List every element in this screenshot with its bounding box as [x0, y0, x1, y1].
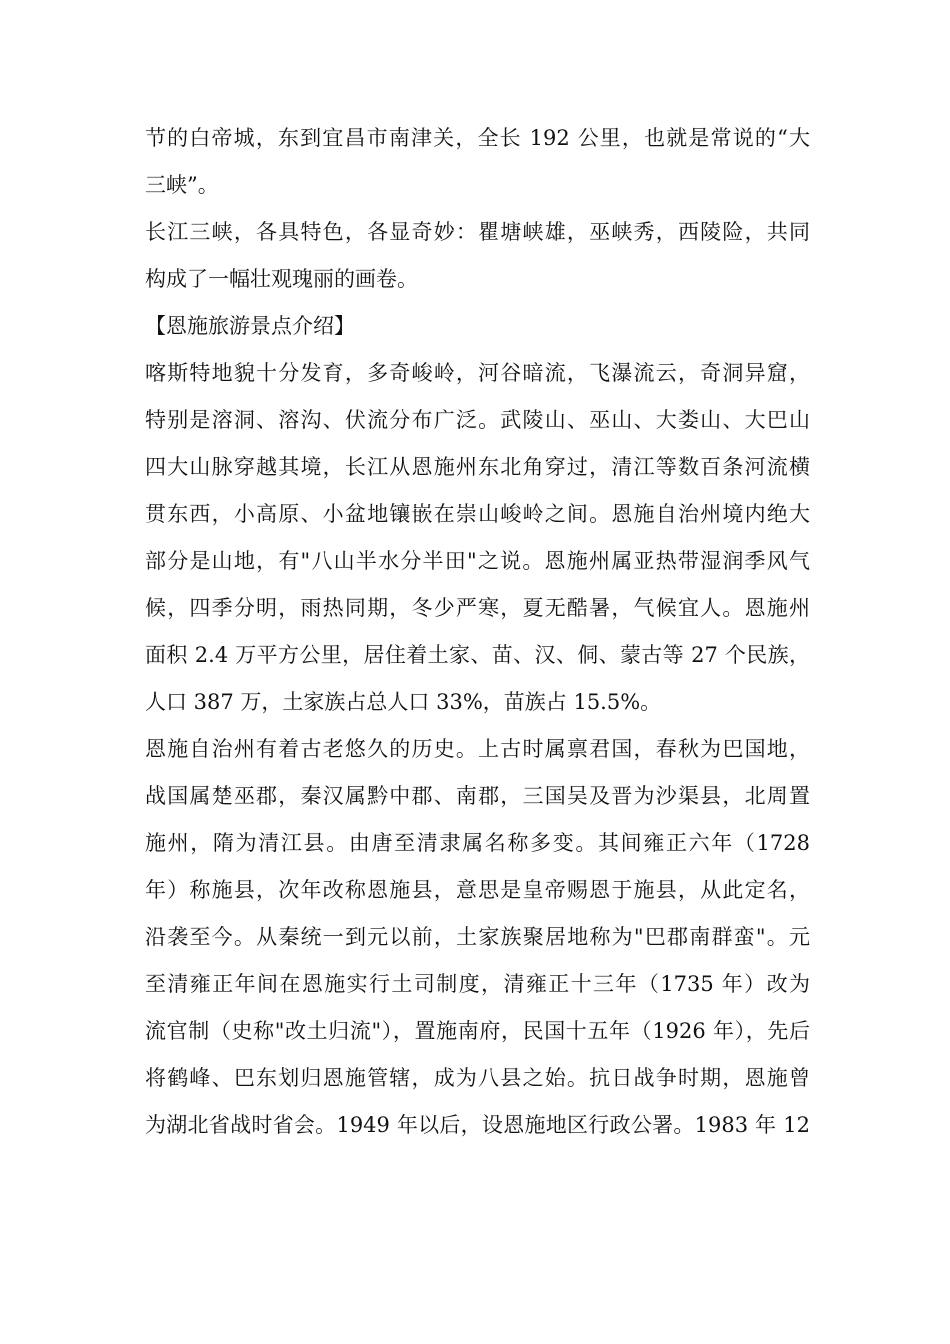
text-line: 施州，隋为清江县。由唐至清隶属名称多变。其间雍正六年（1728	[145, 831, 810, 855]
text-line: 年）称施县，次年改称恩施县，意思是皇帝赐恩于施县，从此定名，	[145, 878, 810, 902]
text-line: 战国属楚巫郡，秦汉属黔中郡、南郡，三国吴及晋为沙渠县，北周置	[145, 784, 810, 808]
document-body	[145, 118, 810, 1152]
text-line: 部分是山地，有"八山半水分半田"之说。恩施州属亚热带湿润季风气	[145, 549, 810, 573]
text-line: 人口 387 万，土家族占总人口 33%，苗族占 15.5%。	[145, 690, 662, 714]
text-line: 面积 2.4 万平方公里，居住着土家、苗、汉、侗、蒙古等 27 个民族，	[145, 643, 810, 667]
text-line: 流官制（史称"改土归流"），置施南府，民国十五年（1926 年），先后	[145, 1019, 810, 1043]
text-line: 贯东西，小高原、小盆地镶嵌在崇山峻岭之间。恩施自治州境内绝大	[145, 502, 810, 526]
text-line: 为湖北省战时省会。1949 年以后，设恩施地区行政公署。1983 年 12	[145, 1113, 810, 1137]
text-line: 长江三峡，各具特色，各显奇妙：瞿塘峡雄，巫峡秀，西陵险，共同	[145, 220, 810, 244]
text-line: 四大山脉穿越其境，长江从恩施州东北角穿过，清江等数百条河流横	[145, 455, 810, 479]
text-line: 喀斯特地貌十分发育，多奇峻岭，河谷暗流，飞瀑流云，奇洞异窟，	[145, 361, 810, 385]
text-line: 将鹤峰、巴东划归恩施管辖，成为八县之始。抗日战争时期，恩施曾	[145, 1066, 810, 1090]
text-line: 构成了一幅壮观瑰丽的画卷。	[145, 267, 418, 291]
text-line: 至清雍正年间在恩施实行土司制度，清雍正十三年（1735 年）改为	[145, 972, 810, 996]
text-line: 三峡”。	[145, 173, 219, 197]
section-heading: 【恩施旅游景点介绍】	[145, 314, 355, 338]
text-line: 节的白帝城，东到宜昌市南津关，全长 192 公里，也就是常说的“大	[145, 126, 810, 150]
text-line: 沿袭至今。从秦统一到元以前，土家族聚居地称为"巴郡南群蛮"。元	[145, 925, 810, 949]
text-line: 候，四季分明，雨热同期，冬少严寒，夏无酷暑，气候宜人。恩施州	[145, 596, 810, 620]
text-line: 恩施自治州有着古老悠久的历史。上古时属禀君国，春秋为巴国地，	[145, 737, 810, 761]
text-line: 特别是溶洞、溶沟、伏流分布广泛。武陵山、巫山、大娄山、大巴山	[145, 408, 810, 432]
